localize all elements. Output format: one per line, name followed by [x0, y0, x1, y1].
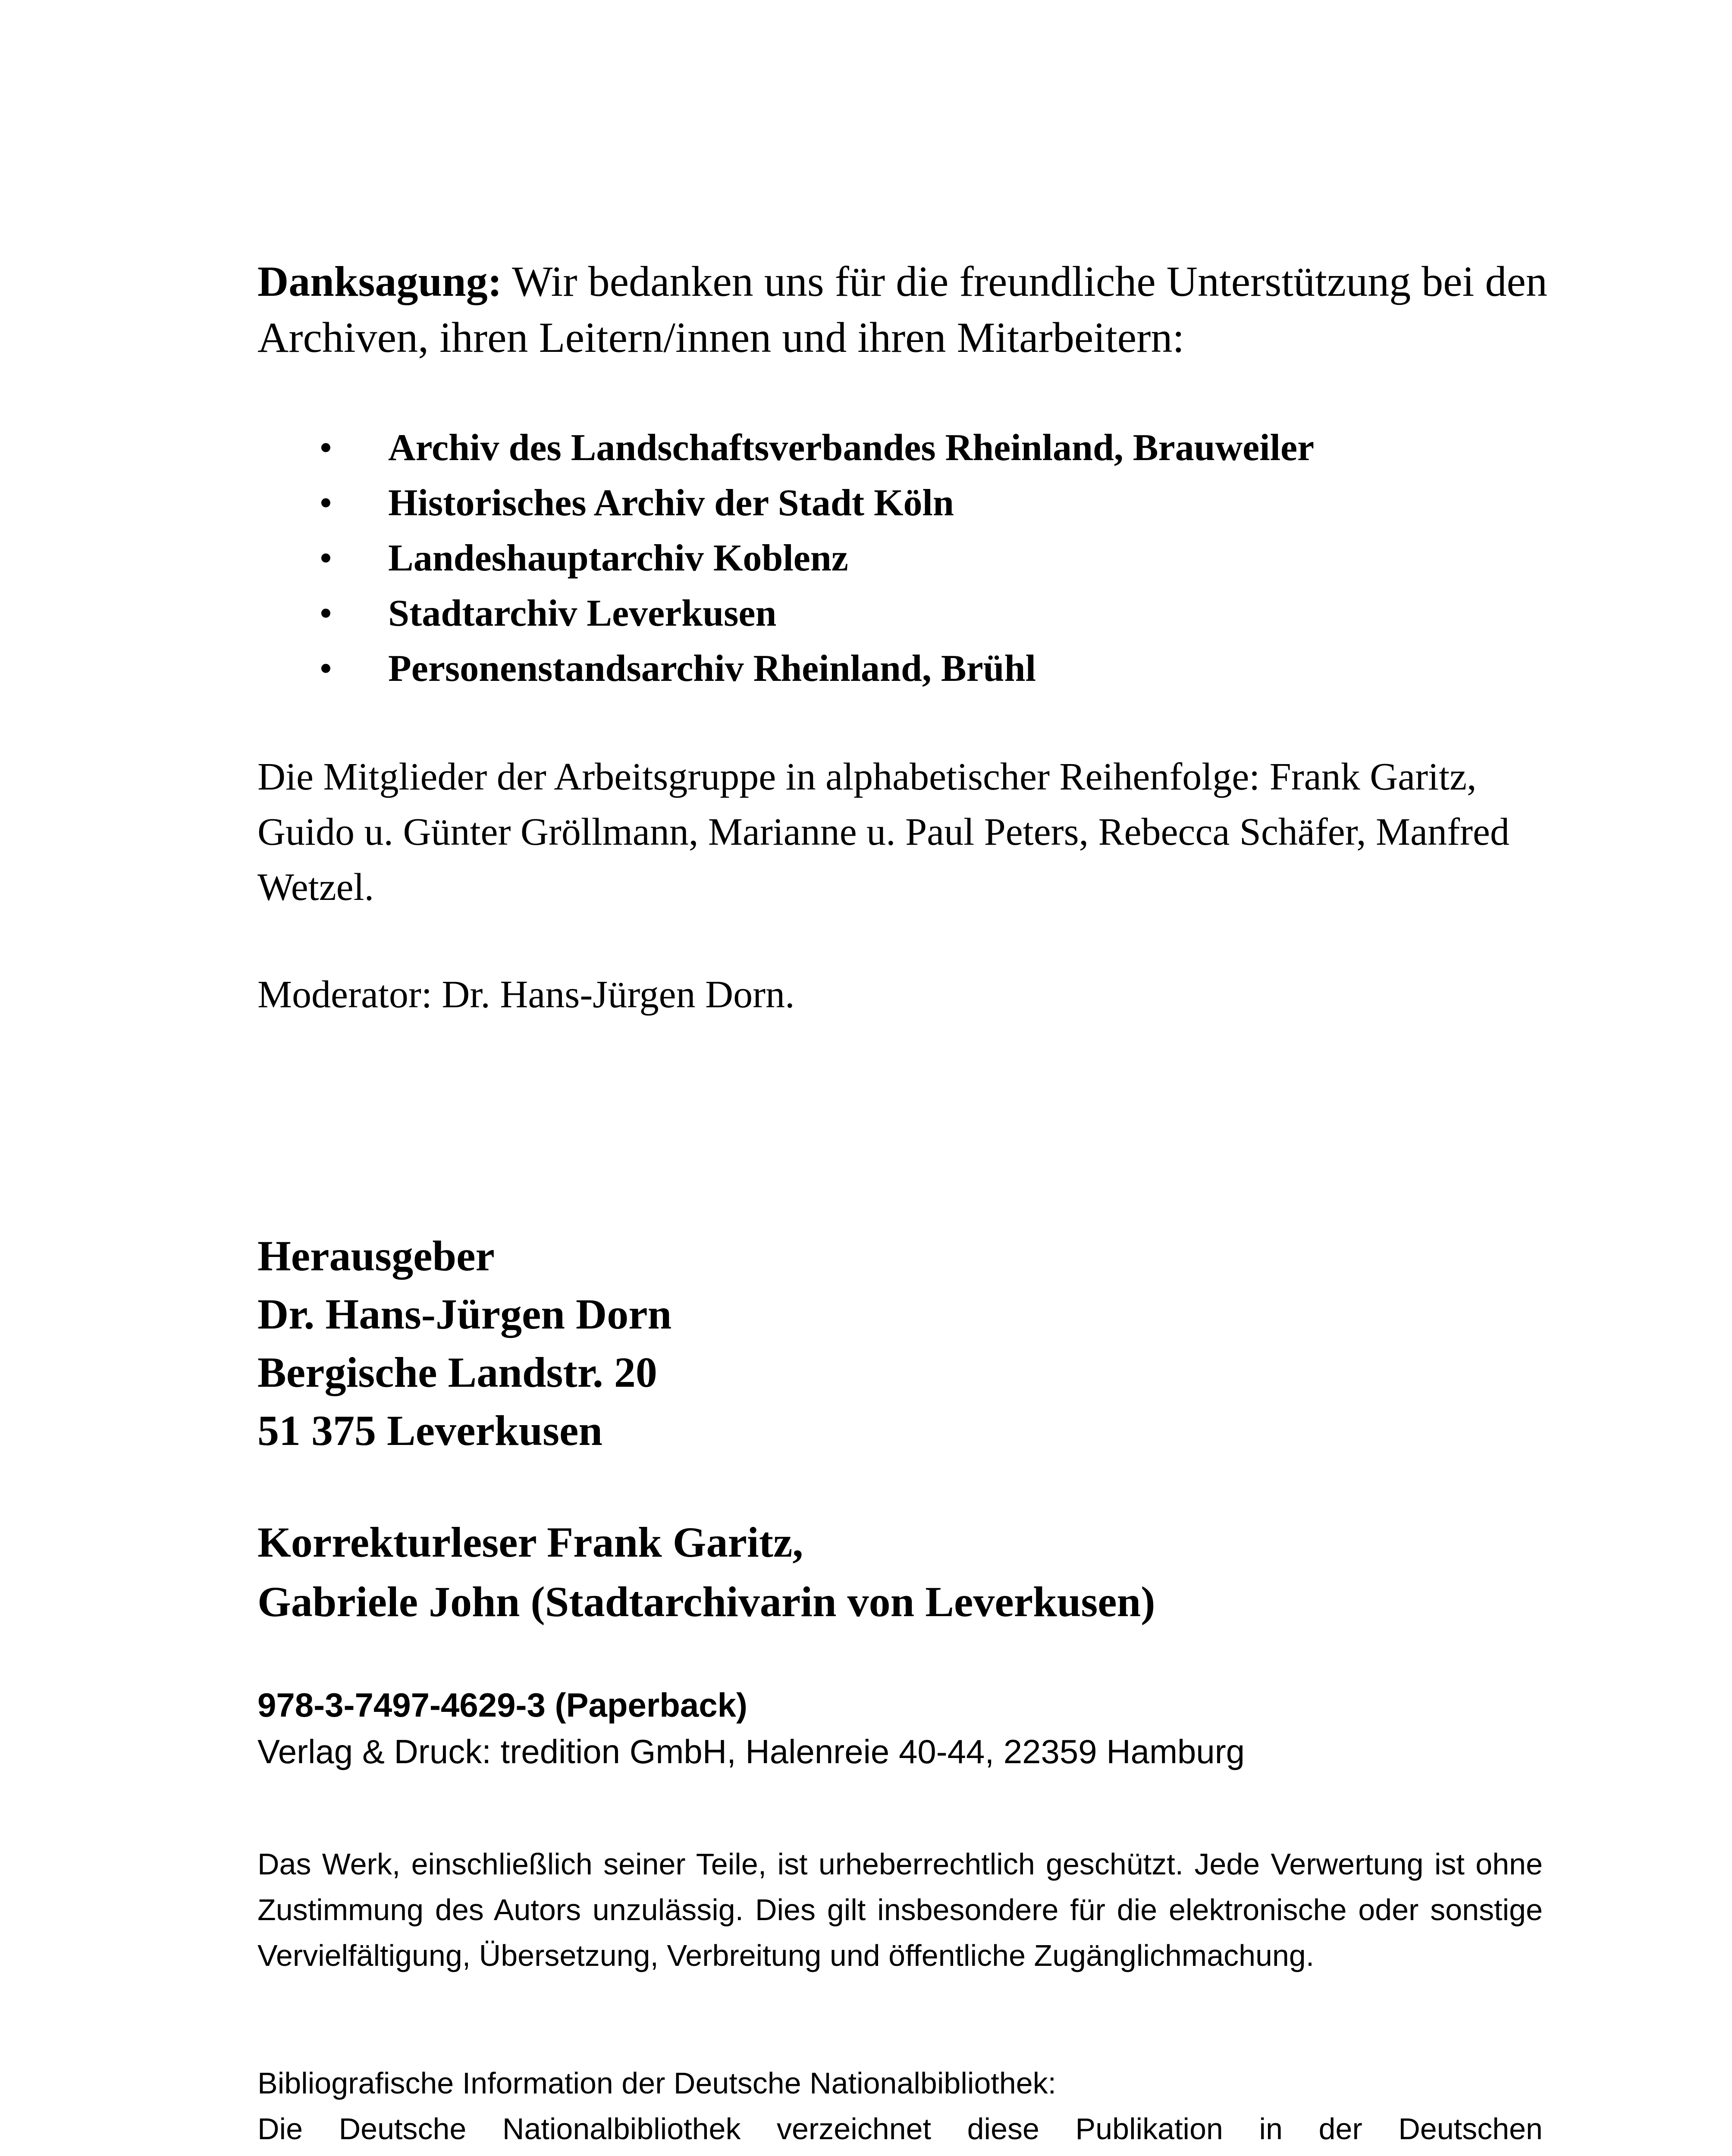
publisher-block [257, 1227, 1551, 1460]
proofreaders-line-2: Gabriele John (Stadtarchivarin von Leverkusen) [257, 1578, 1155, 1626]
publisher-heading: Herausgeber [257, 1232, 495, 1280]
publisher-street: Bergische Landstr. 20 [257, 1348, 657, 1396]
members-paragraph: Die Mitglieder der Arbeitsgruppe in alphabetischer Reihenfolge: Frank Garitz, Guido u. Günter Gröllmann, Marianne u. Paul Peters, Rebecca Schäfer, Manfred Wetzel. [257, 755, 1509, 909]
publisher-name: Dr. Hans-Jürgen Dorn [257, 1290, 672, 1338]
bullet-icon: • [319, 427, 333, 469]
list-item [319, 641, 1570, 696]
archive-name: Archiv des Landschaftsverbandes Rheinland, Brauweiler [388, 427, 1315, 469]
copyright-notice: Das Werk, einschließlich seiner Teile, ist urheberrechtlich geschützt. Jede Verwertung ist ohne Zustimmung des Autors unzulässig. Dies gilt insbesondere für die elektronische oder sonstige Vervielfältigung, Übersetzung, Verbreitung und öffentliche Zugänglichmachung. [257, 1847, 1543, 1972]
archive-name: Stadtarchiv Leverkusen [388, 592, 777, 634]
acknowledgement-text: Wir bedanken uns für die freundliche Unterstützung bei den Archiven, ihren Leitern/innen und ihren Mitarbeitern: [257, 257, 1547, 361]
publisher-city: 51 375 Leverkusen [257, 1407, 602, 1454]
bullet-icon: • [319, 648, 333, 689]
bullet-icon: • [319, 537, 333, 579]
list-item [319, 531, 1570, 586]
bibliographic-body: Die Deutsche Nationalbibliothek verzeichnet diese Publikation in der Deutschen [257, 2112, 1543, 2146]
list-item [319, 420, 1570, 476]
printer-line: Verlag & Druck: tredition GmbH, Halenreie 40-44, 22359 Hamburg [257, 1733, 1245, 1771]
bibliographic-heading: Bibliografische Information der Deutsche Nationalbibliothek: [257, 2066, 1057, 2100]
moderator-line: Moderator: Dr. Hans-Jürgen Dorn. [257, 973, 795, 1016]
archive-list [319, 420, 1570, 696]
isbn-block [257, 1682, 1551, 1775]
bibliographic-info [257, 2060, 1543, 2156]
bullet-icon: • [319, 592, 333, 634]
archive-name: Historisches Archiv der Stadt Köln [388, 482, 954, 524]
bullet-icon: • [319, 482, 333, 524]
isbn-code: 978-3-7497-4629-3 (Paperback) [257, 1686, 748, 1724]
list-item [319, 476, 1570, 531]
archive-name: Personenstandsarchiv Rheinland, Brühl [388, 648, 1036, 689]
archive-name: Landeshauptarchiv Koblenz [388, 537, 848, 579]
proofreaders-block [257, 1513, 1551, 1632]
list-item [319, 586, 1570, 641]
proofreaders-line-1: Korrekturleser Frank Garitz, [257, 1518, 803, 1566]
acknowledgement-paragraph [257, 254, 1551, 366]
acknowledgement-label: Danksagung: [257, 257, 502, 305]
